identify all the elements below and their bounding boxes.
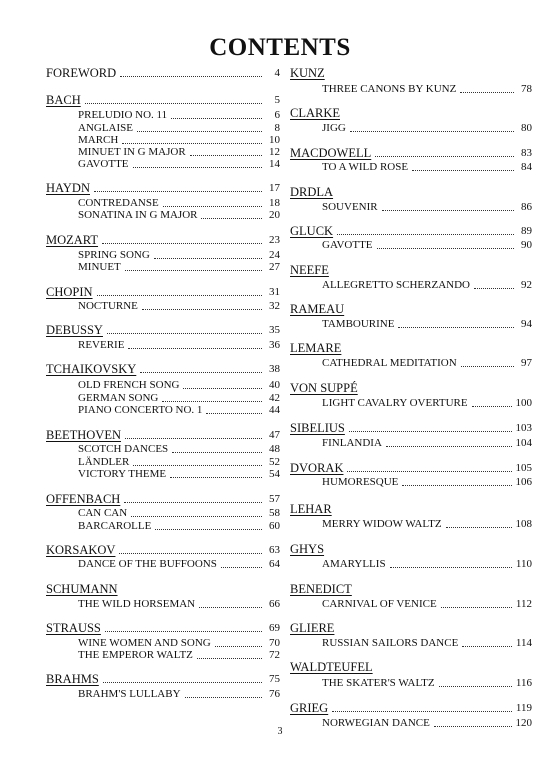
toc-entry xyxy=(290,436,532,452)
composer-name: WALDTEUFEL xyxy=(290,660,373,674)
toc-entry xyxy=(290,356,532,372)
piece-title: PIANO CONCERTO NO. 1 xyxy=(78,404,203,416)
toc-entry xyxy=(290,106,532,122)
dot-leader xyxy=(206,413,262,414)
dot-leader xyxy=(102,243,262,244)
page-ref: 14 xyxy=(269,158,280,170)
piece-title: ALLEGRETTO SCHERZANDO xyxy=(322,279,470,291)
dot-leader xyxy=(474,288,514,289)
piece-title: AMARYLLIS xyxy=(322,558,386,570)
piece-title: THE WILD HORSEMAN xyxy=(78,598,196,610)
dot-leader xyxy=(94,191,262,192)
page-ref: 44 xyxy=(269,404,280,416)
page-ref: 66 xyxy=(269,598,280,610)
page-ref: 106 xyxy=(515,476,532,488)
page-ref: 36 xyxy=(269,339,280,351)
piece-title: GAVOTTE xyxy=(322,239,373,251)
page-ref: 5 xyxy=(274,94,280,106)
page-ref: 63 xyxy=(269,544,280,556)
dot-leader xyxy=(439,686,512,687)
page-ref: 35 xyxy=(269,324,280,336)
dot-leader xyxy=(350,131,514,132)
composer-name: GLUCK xyxy=(290,224,334,238)
toc-entry xyxy=(46,260,280,276)
dot-leader xyxy=(337,234,514,235)
page-ref: 84 xyxy=(521,161,532,173)
composer-name: NEEFE xyxy=(290,263,329,277)
page-ref: 97 xyxy=(521,357,532,369)
dot-leader xyxy=(412,170,514,171)
toc-entry xyxy=(290,621,532,637)
dot-leader xyxy=(105,631,262,632)
toc-entry xyxy=(290,542,532,558)
page-ref: 17 xyxy=(269,182,280,194)
toc-entry xyxy=(290,381,532,397)
dot-leader xyxy=(170,477,262,478)
page-ref: 6 xyxy=(274,109,280,121)
dot-leader xyxy=(347,471,511,472)
dot-leader xyxy=(398,327,514,328)
composer-name: GLIERE xyxy=(290,621,335,635)
toc-entry xyxy=(46,66,280,82)
toc-entry xyxy=(290,278,532,294)
toc-entry xyxy=(290,597,532,613)
toc-entry xyxy=(290,121,532,137)
piece-title: THREE CANONS BY KUNZ xyxy=(322,83,457,95)
composer-name: KORSAKOV xyxy=(46,543,116,557)
dot-leader xyxy=(103,682,262,683)
composer-name: FOREWORD xyxy=(46,66,117,80)
page-ref: 60 xyxy=(269,520,280,532)
piece-title: GERMAN SONG xyxy=(78,392,159,404)
page-ref: 48 xyxy=(269,443,280,455)
toc-entry xyxy=(46,519,280,535)
dot-leader xyxy=(402,485,511,486)
page-ref: 72 xyxy=(269,649,280,661)
composer-name: BACH xyxy=(46,93,81,107)
dot-leader xyxy=(382,210,514,211)
dot-leader xyxy=(201,218,262,219)
piece-title: MERRY WIDOW WALTZ xyxy=(322,518,442,530)
piece-title: ANGLAISE xyxy=(78,122,133,134)
page-ref: 18 xyxy=(269,197,280,209)
composer-name: MOZART xyxy=(46,233,99,247)
toc-entry xyxy=(46,208,280,224)
toc-entry xyxy=(46,621,280,637)
piece-title: THE EMPEROR WALTZ xyxy=(78,649,193,661)
piece-title: THE SKATER'S WALTZ xyxy=(322,677,435,689)
page-ref: 76 xyxy=(269,688,280,700)
page-number: 3 xyxy=(277,726,283,737)
toc-entry xyxy=(46,323,280,339)
dot-leader xyxy=(332,711,512,712)
dot-leader xyxy=(461,366,514,367)
toc-entry xyxy=(290,676,532,692)
page-ref: 10 xyxy=(269,134,280,146)
page-ref: 57 xyxy=(269,493,280,505)
piece-title: BRAHM'S LULLABY xyxy=(78,688,181,700)
composer-name: HAYDN xyxy=(46,181,90,195)
piece-title: OLD FRENCH SONG xyxy=(78,379,180,391)
page-ref: 58 xyxy=(269,507,280,519)
page-ref: 116 xyxy=(515,677,532,689)
dot-leader xyxy=(120,76,262,77)
toc-entry xyxy=(290,396,532,412)
piece-title: MINUET xyxy=(78,261,121,273)
page-ref: 23 xyxy=(269,234,280,246)
page-ref: 31 xyxy=(269,286,280,298)
page-ref: 80 xyxy=(521,122,532,134)
page-ref: 47 xyxy=(269,429,280,441)
page-ref: 75 xyxy=(269,673,280,685)
toc-entry xyxy=(290,160,532,176)
piece-title: GAVOTTE xyxy=(78,158,129,170)
piece-title: SPRING SONG xyxy=(78,249,150,261)
page-ref: 119 xyxy=(515,702,532,714)
piece-title: CAN CAN xyxy=(78,507,128,519)
piece-title: SCOTCH DANCES xyxy=(78,443,169,455)
composer-name: CLARKE xyxy=(290,106,340,120)
dot-leader xyxy=(128,348,262,349)
page-ref: 105 xyxy=(515,462,532,474)
toc-entry xyxy=(290,502,532,518)
piece-title: CONTREDANSE xyxy=(78,197,159,209)
piece-title: BARCAROLLE xyxy=(78,520,152,532)
page-ref: 104 xyxy=(515,437,532,449)
composer-name: MACDOWELL xyxy=(290,146,372,160)
toc-entry xyxy=(46,467,280,483)
composer-name: SIBELIUS xyxy=(290,421,345,435)
dot-leader xyxy=(107,333,262,334)
dot-leader xyxy=(190,155,262,156)
toc-entry xyxy=(290,660,532,676)
dot-leader xyxy=(390,567,512,568)
piece-title: SONATINA IN G MAJOR xyxy=(78,209,198,221)
composer-name: SCHUMANN xyxy=(46,582,118,596)
dot-leader xyxy=(472,406,512,407)
composer-name: TCHAIKOVSKY xyxy=(46,362,137,376)
piece-title: CARNIVAL OF VENICE xyxy=(322,598,437,610)
piece-title: LÄNDLER xyxy=(78,456,130,468)
page-ref: 83 xyxy=(521,147,532,159)
toc-entry xyxy=(46,233,280,249)
page-ref: 103 xyxy=(515,422,532,434)
dot-leader xyxy=(386,446,512,447)
toc-entry xyxy=(290,263,532,279)
page-ref: 89 xyxy=(521,225,532,237)
piece-title: MINUET IN G MAJOR xyxy=(78,146,186,158)
page-ref: 27 xyxy=(269,261,280,273)
composer-name: BEETHOVEN xyxy=(46,428,121,442)
piece-title: REVERIE xyxy=(78,339,125,351)
page-ref: 40 xyxy=(269,379,280,391)
dot-leader xyxy=(140,372,262,373)
dot-leader xyxy=(119,553,262,554)
composer-name: VON SUPPÉ xyxy=(290,381,358,395)
dot-leader xyxy=(122,143,262,144)
page-title: CONTENTS xyxy=(209,34,351,61)
piece-title: PRELUDIO NO. 11 xyxy=(78,109,168,121)
dot-leader xyxy=(375,156,514,157)
toc-entry xyxy=(290,200,532,216)
dot-leader xyxy=(462,646,512,647)
page-ref: 90 xyxy=(521,239,532,251)
composer-name: OFFENBACH xyxy=(46,492,121,506)
composer-name: DVORAK xyxy=(290,461,344,475)
page-ref: 20 xyxy=(269,209,280,221)
composer-name: GHYS xyxy=(290,542,325,556)
toc-entry xyxy=(46,93,280,109)
toc-entry xyxy=(290,302,532,318)
toc-entry xyxy=(290,185,532,201)
piece-title: FINLANDIA xyxy=(322,437,382,449)
page-ref: 120 xyxy=(515,717,532,729)
toc-entry xyxy=(290,557,532,573)
dot-leader xyxy=(221,567,262,568)
dot-leader xyxy=(142,309,262,310)
piece-title: NOCTURNE xyxy=(78,300,138,312)
page-ref: 32 xyxy=(269,300,280,312)
composer-name: RAMEAU xyxy=(290,302,345,316)
toc-entry xyxy=(46,157,280,173)
page-ref: 94 xyxy=(521,318,532,330)
dot-leader xyxy=(154,258,262,259)
composer-name: LEMARE xyxy=(290,341,342,355)
piece-title: MARCH xyxy=(78,134,119,146)
piece-title: HUMORESQUE xyxy=(322,476,399,488)
toc-entry xyxy=(46,181,280,197)
piece-title: JIGG xyxy=(322,122,346,134)
dot-leader xyxy=(163,206,262,207)
toc-entry xyxy=(290,636,532,652)
dot-leader xyxy=(162,401,262,402)
toc-entry xyxy=(290,582,532,598)
dot-leader xyxy=(172,452,262,453)
page-ref: 92 xyxy=(521,279,532,291)
composer-name: GRIEG xyxy=(290,701,329,715)
dot-leader xyxy=(85,103,262,104)
composer-name: KUNZ xyxy=(290,66,325,80)
composer-name: BENEDICT xyxy=(290,582,352,596)
page-ref: 64 xyxy=(269,558,280,570)
page-ref: 100 xyxy=(515,397,532,409)
toc-entry xyxy=(46,672,280,688)
page-ref: 78 xyxy=(521,83,532,95)
toc-entry xyxy=(46,582,280,598)
page-ref: 12 xyxy=(269,146,280,158)
dot-leader xyxy=(97,295,262,296)
page-ref: 112 xyxy=(515,598,532,610)
page-ref: 86 xyxy=(521,201,532,213)
composer-name: DRDLA xyxy=(290,185,334,199)
page-ref: 54 xyxy=(269,468,280,480)
dot-leader xyxy=(125,438,262,439)
composer-name: DEBUSSY xyxy=(46,323,103,337)
piece-title: VICTORY THEME xyxy=(78,468,167,480)
dot-leader xyxy=(171,118,262,119)
piece-title: WINE WOMEN AND SONG xyxy=(78,637,211,649)
composer-name: CHOPIN xyxy=(46,285,93,299)
dot-leader xyxy=(441,607,512,608)
page-ref: 108 xyxy=(515,518,532,530)
dot-leader xyxy=(185,697,262,698)
page-ref: 4 xyxy=(274,67,280,79)
toc-entry xyxy=(46,648,280,664)
dot-leader xyxy=(137,131,262,132)
dot-leader xyxy=(197,658,262,659)
toc-entry xyxy=(290,701,532,717)
toc-entry xyxy=(290,317,532,333)
dot-leader xyxy=(133,465,262,466)
page-ref: 24 xyxy=(269,249,280,261)
page-ref: 42 xyxy=(269,392,280,404)
dot-leader xyxy=(131,516,262,517)
toc-entry xyxy=(46,338,280,354)
composer-name: LEHAR xyxy=(290,502,332,516)
page-ref: 110 xyxy=(515,558,532,570)
composer-name: BRAHMS xyxy=(46,672,99,686)
piece-title: LIGHT CAVALRY OVERTURE xyxy=(322,397,468,409)
dot-leader xyxy=(377,248,514,249)
dot-leader xyxy=(215,646,262,647)
piece-title: TAMBOURINE xyxy=(322,318,395,330)
page-ref: 69 xyxy=(269,622,280,634)
toc-entry xyxy=(290,238,532,254)
toc-entry xyxy=(46,687,280,703)
toc-entry xyxy=(46,403,280,419)
page-ref: 52 xyxy=(269,456,280,468)
dot-leader xyxy=(155,529,262,530)
composer-name: STRAUSS xyxy=(46,621,101,635)
toc-entry xyxy=(46,597,280,613)
piece-title: NORWEGIAN DANCE xyxy=(322,717,430,729)
dot-leader xyxy=(125,270,262,271)
page-ref: 8 xyxy=(274,122,280,134)
dot-leader xyxy=(349,431,512,432)
dot-leader xyxy=(133,167,262,168)
dot-leader xyxy=(124,502,262,503)
piece-title: SOUVENIR xyxy=(322,201,378,213)
toc-entry xyxy=(290,82,532,98)
dot-leader xyxy=(183,388,262,389)
toc-entry xyxy=(290,421,532,437)
toc-entry xyxy=(46,362,280,378)
toc-entry xyxy=(290,341,532,357)
toc-entry xyxy=(46,299,280,315)
toc-entry xyxy=(290,66,532,82)
page-ref: 114 xyxy=(515,637,532,649)
piece-title: CATHEDRAL MEDITATION xyxy=(322,357,457,369)
dot-leader xyxy=(446,527,512,528)
page-ref: 38 xyxy=(269,363,280,375)
toc-entry xyxy=(290,475,532,491)
dot-leader xyxy=(199,607,262,608)
toc-entry xyxy=(290,517,532,533)
piece-title: TO A WILD ROSE xyxy=(322,161,409,173)
dot-leader xyxy=(460,92,514,93)
page-ref: 70 xyxy=(269,637,280,649)
piece-title: RUSSIAN SAILORS DANCE xyxy=(322,637,459,649)
piece-title: DANCE OF THE BUFFOONS xyxy=(78,558,217,570)
toc-entry xyxy=(46,557,280,573)
